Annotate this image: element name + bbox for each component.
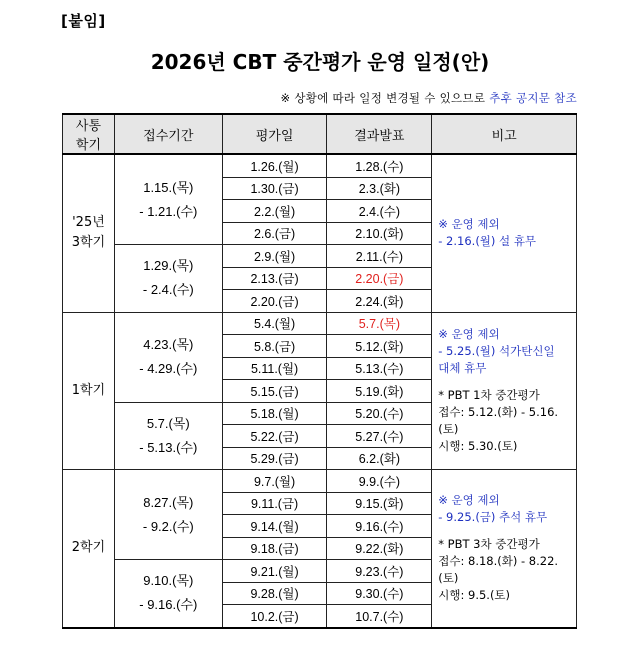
text-line: 8.27.(목) — [143, 494, 194, 510]
table-header-row — [63, 114, 577, 154]
header-exam-date: 평가일 — [222, 114, 327, 154]
result-date-cell: 5.13.(수) — [327, 357, 432, 380]
result-date-cell: 2.20.(금) — [327, 267, 432, 290]
remark-pbt-line: 시행: 9.5.(토) — [438, 588, 511, 603]
note-prefix: ※ 상황에 따라 일정 변경될 수 있으므로 — [280, 91, 490, 105]
exam-date-cell: 2.9.(월) — [222, 245, 327, 268]
registration-period-cell — [114, 312, 222, 402]
text-line: 9.10.(목) — [143, 573, 194, 589]
exam-date-cell: 9.11.(금) — [222, 492, 327, 515]
exam-date-cell: 5.29.(금) — [222, 447, 327, 470]
text-line: - 2.4.(수) — [142, 282, 194, 298]
table-body — [63, 154, 577, 628]
remark-cell — [432, 312, 577, 470]
table-row — [63, 312, 577, 335]
text-line: 1.15.(목) — [143, 179, 194, 195]
result-date-cell: 2.3.(화) — [327, 177, 432, 200]
schedule-note — [280, 90, 577, 106]
exam-date-cell: 5.4.(월) — [222, 312, 327, 335]
result-date-cell: 2.11.(수) — [327, 245, 432, 268]
result-date-cell: 2.10.(화) — [327, 222, 432, 245]
text-line: - 9.2.(수) — [142, 518, 194, 534]
exam-date-cell: 9.28.(월) — [222, 582, 327, 605]
registration-period-cell — [114, 560, 222, 628]
result-date-cell: 2.4.(수) — [327, 200, 432, 223]
result-date-cell: 9.9.(수) — [327, 470, 432, 493]
exam-date-cell: 10.2.(금) — [222, 605, 327, 628]
table-row — [63, 154, 577, 177]
exam-date-cell: 9.18.(금) — [222, 537, 327, 560]
registration-period-cell — [114, 154, 222, 245]
text-line: 4.23.(목) — [143, 337, 194, 352]
result-date-cell: 9.16.(수) — [327, 515, 432, 538]
remark-pbt-line: * PBT 1차 중간평가 — [438, 388, 540, 403]
text-line: - 9.16.(수) — [139, 597, 198, 613]
remark-pbt-line: 시행: 5.30.(토) — [438, 439, 518, 454]
text-line: 1학기 — [71, 382, 106, 398]
exam-date-cell: 2.20.(금) — [222, 290, 327, 313]
result-date-cell: 5.19.(화) — [327, 380, 432, 403]
result-date-cell: 9.22.(화) — [327, 537, 432, 560]
text-line: 2학기 — [71, 540, 106, 556]
remark-cell — [432, 154, 577, 312]
result-date-cell: 10.7.(수) — [327, 605, 432, 628]
result-date-cell: 5.12.(화) — [327, 335, 432, 358]
result-date-cell: 9.23.(수) — [327, 560, 432, 583]
registration-period-cell — [114, 470, 222, 560]
remark-pbt-line: 접수: 8.18.(화) - 8.22.(토) — [438, 554, 559, 586]
term-cell — [63, 154, 115, 312]
exam-date-cell: 5.22.(금) — [222, 425, 327, 448]
remark-spacer — [438, 377, 576, 387]
exam-date-cell: 2.2.(월) — [222, 200, 327, 223]
header-term: 사통 학기 — [63, 114, 115, 154]
header-registration: 접수기간 — [114, 114, 222, 154]
exam-date-cell: 5.18.(월) — [222, 402, 327, 425]
text-line: 5.7.(목) — [146, 415, 190, 431]
exam-date-cell: 9.21.(월) — [222, 560, 327, 583]
exam-date-cell: 5.11.(월) — [222, 357, 327, 380]
remark-cell — [432, 470, 577, 628]
exam-date-cell: 5.15.(금) — [222, 380, 327, 403]
text-line: 1.29.(목) — [143, 258, 194, 274]
result-date-cell: 9.15.(화) — [327, 492, 432, 515]
page-title: 2026년 CBT 중간평가 운영 일정(안) — [150, 50, 490, 74]
remark-exclusion-line: ※ 운영 제외 — [438, 217, 500, 232]
header-remark: 비고 — [432, 114, 577, 154]
table-row — [63, 470, 577, 493]
text-line: - 4.29.(수) — [139, 361, 198, 376]
remark-pbt-line: 접수: 5.12.(화) - 5.16.(토) — [438, 405, 559, 437]
remark-pbt-line: * PBT 3차 중간평가 — [438, 537, 540, 552]
exam-date-cell: 2.6.(금) — [222, 222, 327, 245]
text-line: '25년 — [72, 215, 105, 231]
remark-exclusion-line: ※ 운영 제외 — [438, 493, 500, 508]
attachment-tag: [붙임] — [61, 12, 106, 30]
remark-exclusion-line: - 9.25.(금) 추석 휴무 — [438, 510, 548, 525]
term-cell — [63, 470, 115, 628]
remark-exclusion-line: ※ 운영 제외 — [438, 327, 500, 342]
result-date-cell: 6.2.(화) — [327, 447, 432, 470]
result-date-cell: 9.30.(수) — [327, 582, 432, 605]
text-line: - 5.13.(수) — [139, 439, 198, 455]
exam-date-cell: 9.7.(월) — [222, 470, 327, 493]
result-date-cell: 2.24.(화) — [327, 290, 432, 313]
result-date-cell: 5.27.(수) — [327, 425, 432, 448]
text-line: - 1.21.(수) — [139, 203, 198, 219]
remark-exclusion-line: 대체 휴무 — [438, 361, 487, 376]
remark-spacer — [438, 526, 576, 536]
schedule-table — [62, 113, 577, 629]
result-date-cell: 5.20.(수) — [327, 402, 432, 425]
registration-period-cell — [114, 245, 222, 313]
registration-period-cell — [114, 402, 222, 470]
result-date-cell: 5.7.(목) — [327, 312, 432, 335]
remark-exclusion-line: - 5.25.(월) 석가탄신일 — [438, 344, 555, 359]
exam-date-cell: 5.8.(금) — [222, 335, 327, 358]
exam-date-cell: 1.30.(금) — [222, 177, 327, 200]
term-cell — [63, 312, 115, 470]
exam-date-cell: 2.13.(금) — [222, 267, 327, 290]
note-highlight: 추후 공지문 참조 — [489, 91, 577, 105]
text-line: 3학기 — [71, 235, 106, 251]
exam-date-cell: 9.14.(월) — [222, 515, 327, 538]
header-result-date: 결과발표 — [327, 114, 432, 154]
exam-date-cell: 1.26.(월) — [222, 154, 327, 177]
result-date-cell: 1.28.(수) — [327, 154, 432, 177]
remark-exclusion-line: - 2.16.(월) 설 휴무 — [438, 234, 537, 249]
